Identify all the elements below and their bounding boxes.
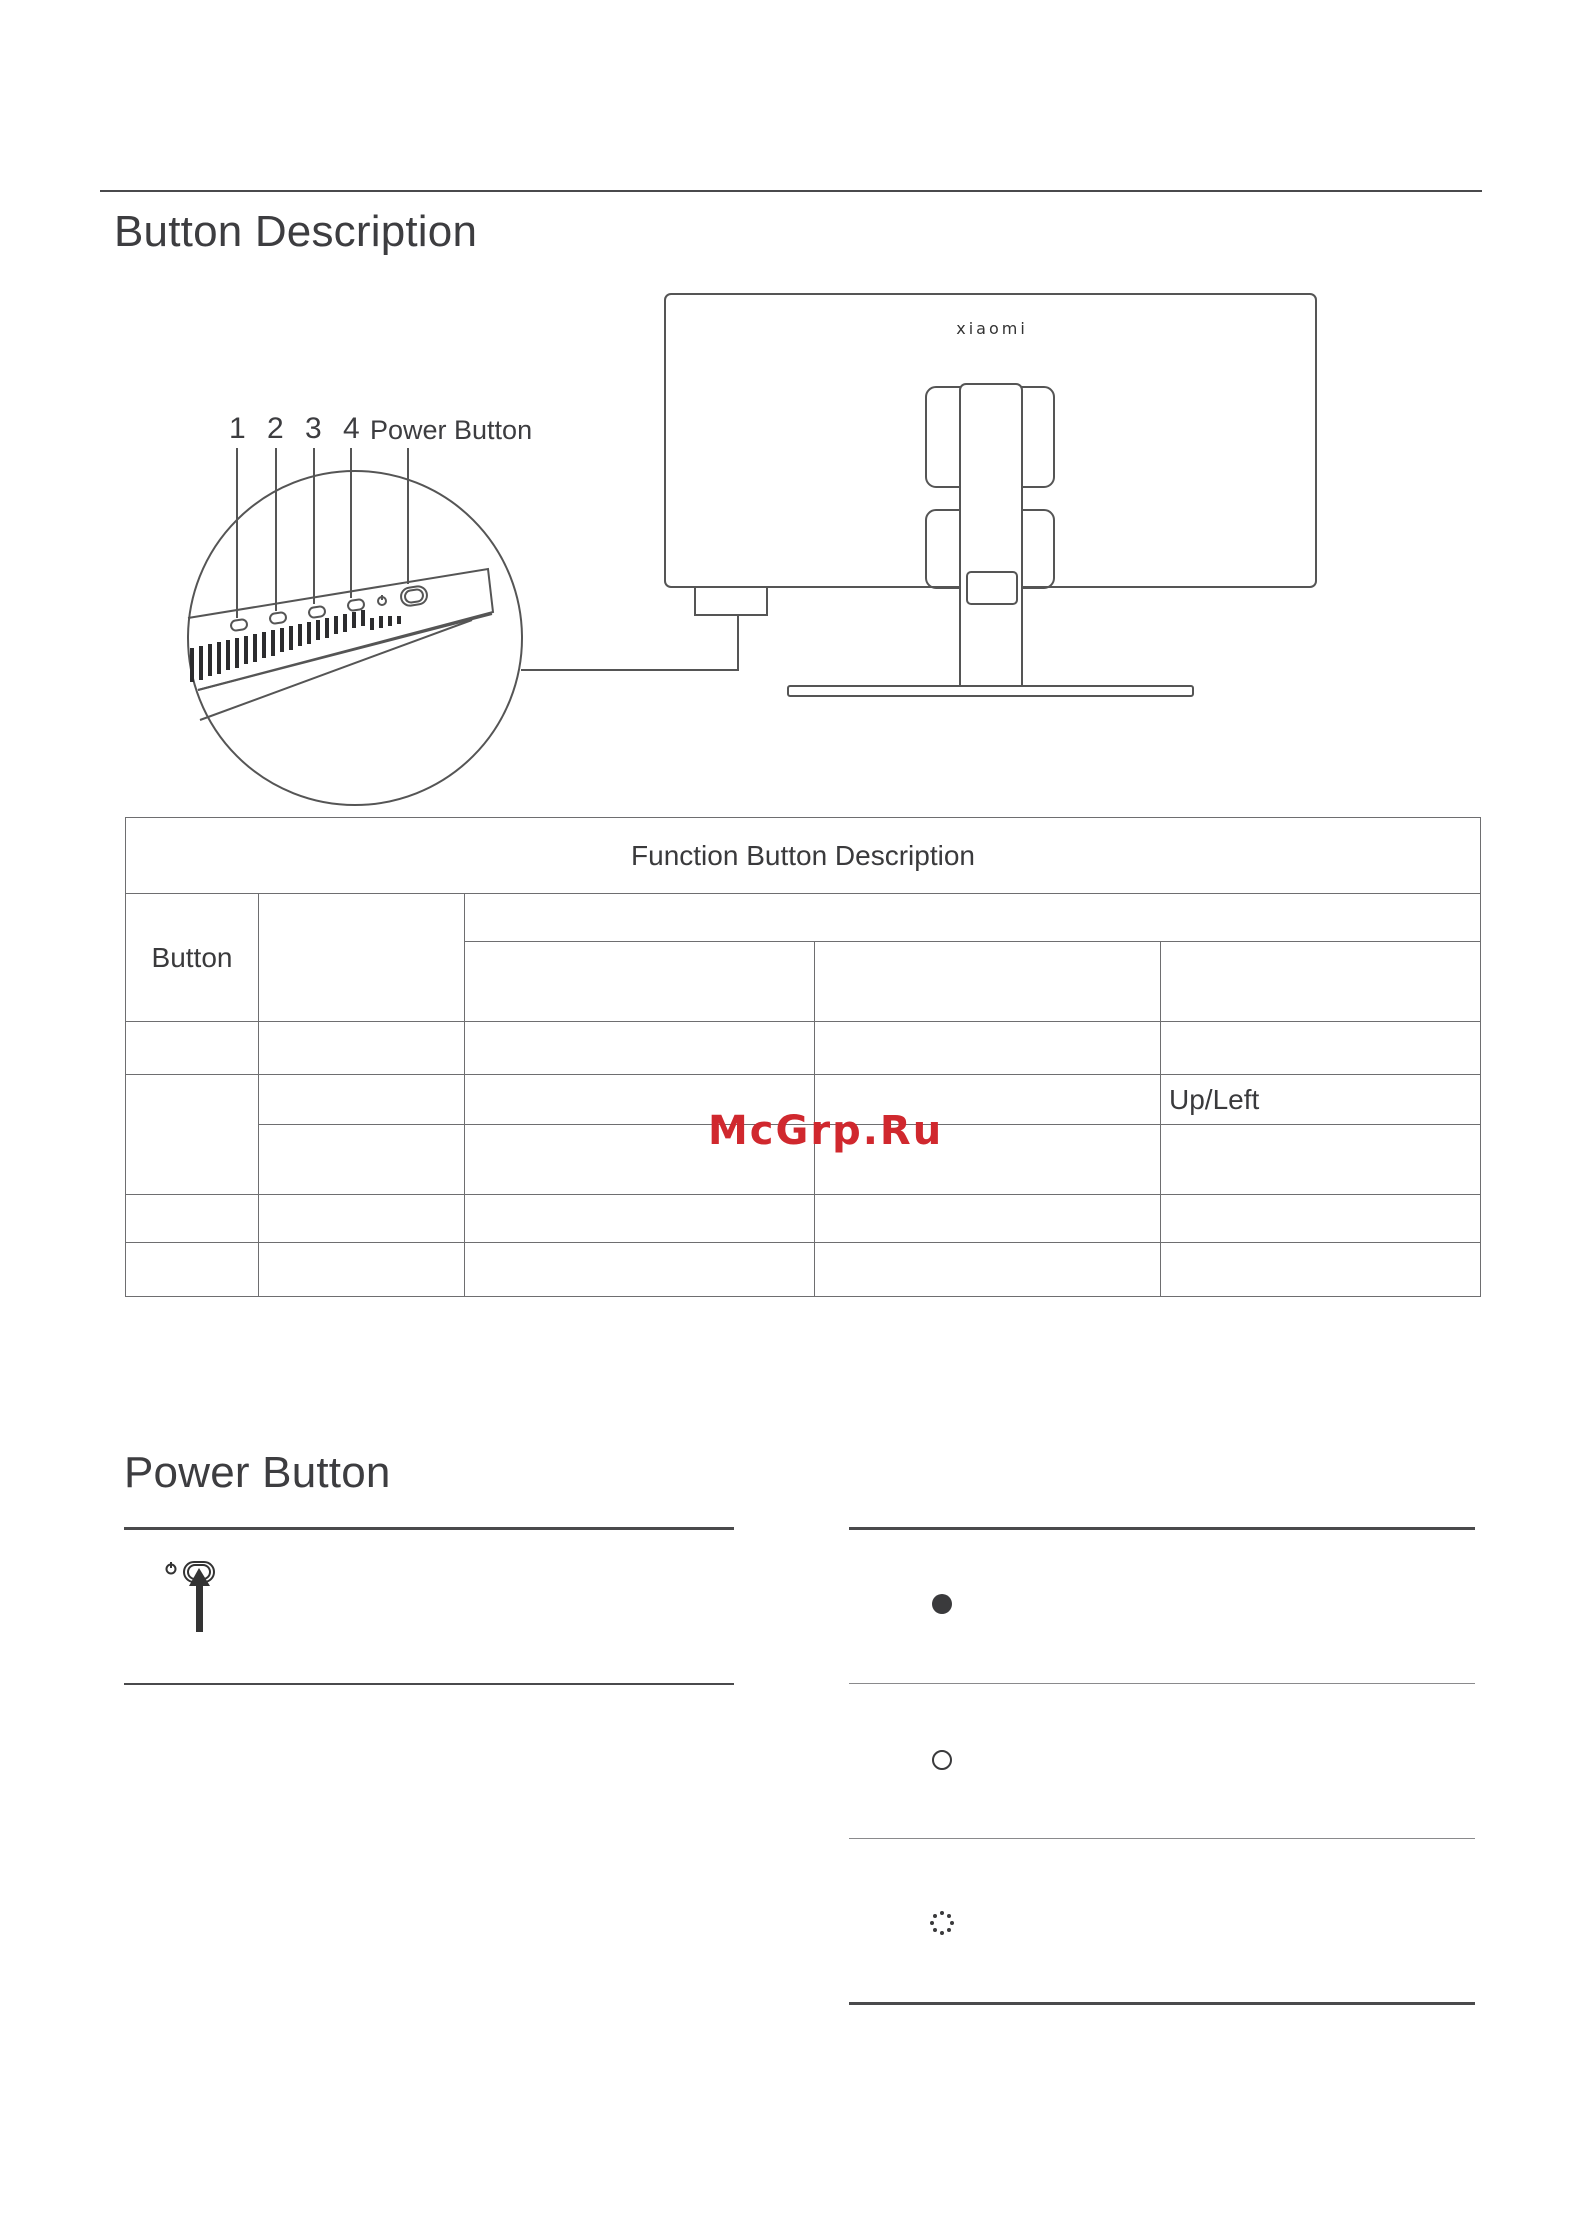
table-cell: [1161, 942, 1481, 1022]
zoom-button-2: [269, 612, 286, 624]
table-cell-up-left: Up/Left: [1161, 1075, 1481, 1125]
table-cell: [259, 1075, 465, 1125]
callout-power-button: Power Button: [370, 415, 533, 445]
table-cell: [465, 1195, 815, 1243]
button-housing: [695, 587, 767, 615]
callout-2: 2: [267, 412, 284, 445]
table-cell: [465, 1022, 815, 1075]
table-cell: [815, 1022, 1161, 1075]
table-cell: [815, 1195, 1161, 1243]
zoom-power-button: [400, 585, 428, 607]
watermark: McGrp.Ru: [708, 1108, 944, 1154]
table-cell: [1161, 1125, 1481, 1195]
stand-column: [960, 384, 1022, 694]
table-cell: [126, 1195, 259, 1243]
brand-label: xiaomi: [956, 319, 1028, 338]
zoom-button-1: [230, 619, 247, 631]
power-left-top-rule: [124, 1527, 734, 1530]
table-cell: [126, 1243, 259, 1297]
power-right-rule-1: [849, 1527, 1475, 1530]
table-cell: [259, 1022, 465, 1075]
power-right-rule-3: [849, 1838, 1475, 1839]
led-off-icon: [930, 1748, 954, 1772]
zoom-button-3: [308, 606, 325, 618]
table-cell: [1161, 1243, 1481, 1297]
callout-3: 3: [305, 412, 322, 445]
table-cell: [1161, 1195, 1481, 1243]
section-title-power-button: Power Button: [124, 1448, 391, 1497]
power-right-rule-2: [849, 1683, 1475, 1684]
led-blinking-icon: [928, 1909, 956, 1937]
table-cell: [126, 1075, 259, 1195]
callout-4: 4: [343, 412, 360, 445]
power-button-press-icon: [160, 1558, 230, 1638]
function-button-table: [125, 817, 1481, 1297]
connector-line: [521, 615, 738, 670]
table-cell: [815, 1243, 1161, 1297]
table-cell: [259, 1243, 465, 1297]
table-cell: [126, 1022, 259, 1075]
table-cell: [259, 1195, 465, 1243]
table-cell: [465, 1243, 815, 1297]
zoom-button-4: [347, 599, 364, 611]
monitor-button-diagram: [0, 0, 1588, 820]
table-cell: [259, 894, 465, 1022]
table-cell: [465, 942, 815, 1022]
power-right-rule-4: [849, 2002, 1475, 2005]
table-cell: [465, 894, 1481, 942]
table-title: Function Button Description: [126, 818, 1481, 894]
table-header-button: Button: [126, 894, 259, 1022]
stand-base: [788, 686, 1193, 696]
callout-1: 1: [229, 412, 246, 445]
led-solid-icon: [930, 1592, 954, 1616]
table-cell: [815, 942, 1161, 1022]
section-title-button-description: Button Description: [114, 207, 478, 256]
table-cell: [259, 1125, 465, 1195]
power-left-bottom-rule: [124, 1683, 734, 1685]
table-cell: [1161, 1022, 1481, 1075]
stand-handle: [967, 572, 1017, 604]
